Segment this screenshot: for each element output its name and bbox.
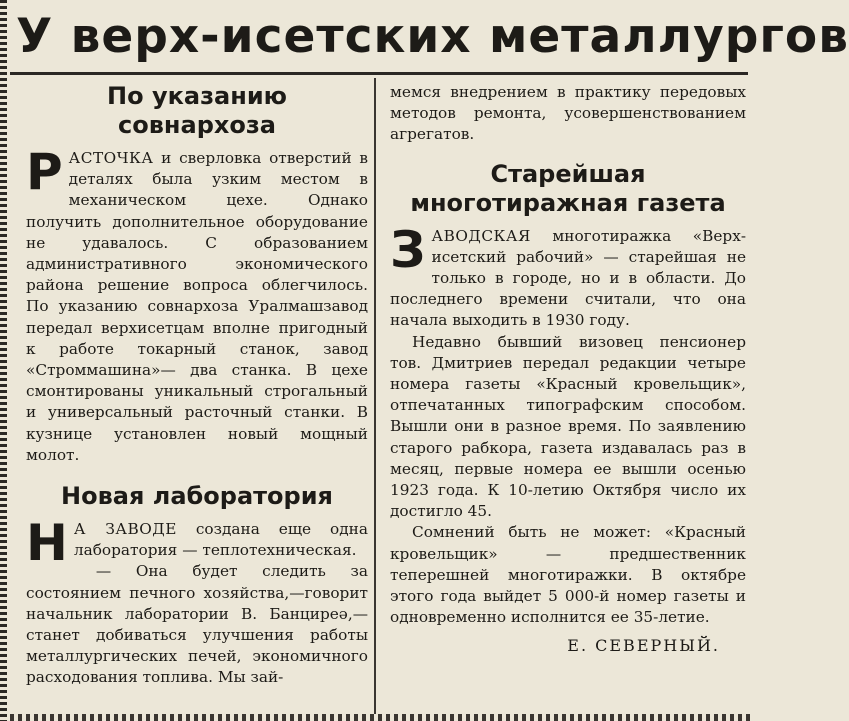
- lead-word: АСТОЧКА: [68, 149, 154, 167]
- paragraph-2: Недавно бывший визовец пенсионер тов. Дмитриев передал редакции четыре номера газеты «Красный кровельщик», отпечатанных типографским способом. Вышли они в разное время. По заявлению старого рабкора, газета издавалась раз в месяц, первые номера ее вышли осенью 1923 года. К 10-летию Октября число их достигло 45.: [390, 332, 746, 521]
- drop-cap: З: [390, 220, 426, 279]
- headline-rule: [10, 72, 748, 75]
- article-body-sovnarkhoz: [26, 143, 368, 466]
- article-oldest-newspaper: [390, 160, 746, 656]
- title-line-1: Старейшая: [490, 159, 646, 188]
- page-headline: У верх-исетских металлургов: [16, 9, 849, 64]
- article-title-newspaper: [390, 160, 746, 218]
- title-line-1: По указанию: [107, 82, 287, 110]
- bottom-decorative-border: [10, 714, 750, 721]
- title-line-2: совнархоза: [118, 111, 276, 139]
- article-body-newspaper: [390, 220, 746, 332]
- title-line-2: многотиражная газета: [410, 188, 726, 217]
- paragraph: многотиражка «Верх-исетский рабочий» — старейшая не только в городе, но и в области. До последнего времени считали, что она начала выходить в 1930 году.: [390, 226, 746, 330]
- paragraph-quote: — Она будет следить за состоянием печного хозяйства,—говорит начальник лаборатории В. Банциреə,— станет добиваться улучшения работы металлургических печей, экономичного расходования топлива. Мы зай-: [26, 562, 368, 687]
- continuation-text: мемся внедрением в практику передовых методов ремонта, усовершенствованием агрегатов.: [390, 83, 746, 144]
- paragraph-3: Сомнений быть не может: «Красный кровельщик» — предшественник теперешней многотиражки. В октябре этого года выйдет 5 000-й номер газеты и одновременно исполнится ее 35-летие.: [390, 523, 746, 627]
- article-title-sovnarkhoz: [26, 82, 368, 140]
- paragraph: и сверловка отверстий в деталях была узким местом в механическом цехе. Однако получить дополнительное оборудование не удавалось. С образованием административного экономического района решение вопроса облегчилось. По указанию совнархоза Уралмашзавод передал верхисетцам вполне пригодный к работе токарный станок, завод «Строммашина»— два станка. В цехе смонтированы уникальный строгальный и универсальный расточный станки. В кузнице установлен новый мощный молот.: [26, 149, 368, 464]
- drop-cap: Н: [26, 514, 68, 573]
- article-body-laboratory: [26, 514, 368, 573]
- lead-word: АВОДСКАЯ: [431, 226, 531, 245]
- article-title-laboratory: Новая лаборатория: [61, 482, 333, 511]
- column-divider: [374, 78, 376, 714]
- article-by-sovnarkhoz: [26, 82, 368, 466]
- left-decorative-border: [0, 0, 7, 721]
- drop-cap: Р: [26, 143, 63, 201]
- article-new-laboratory: [26, 482, 368, 689]
- paragraph: создана еще одна лаборатория — теплотехническая.: [73, 520, 368, 560]
- author-signature: Е. СЕВЕРНЫЙ.: [567, 636, 720, 656]
- right-column: [390, 82, 746, 655]
- lead-word: А ЗАВОДЕ: [73, 520, 177, 539]
- left-column: [26, 82, 368, 689]
